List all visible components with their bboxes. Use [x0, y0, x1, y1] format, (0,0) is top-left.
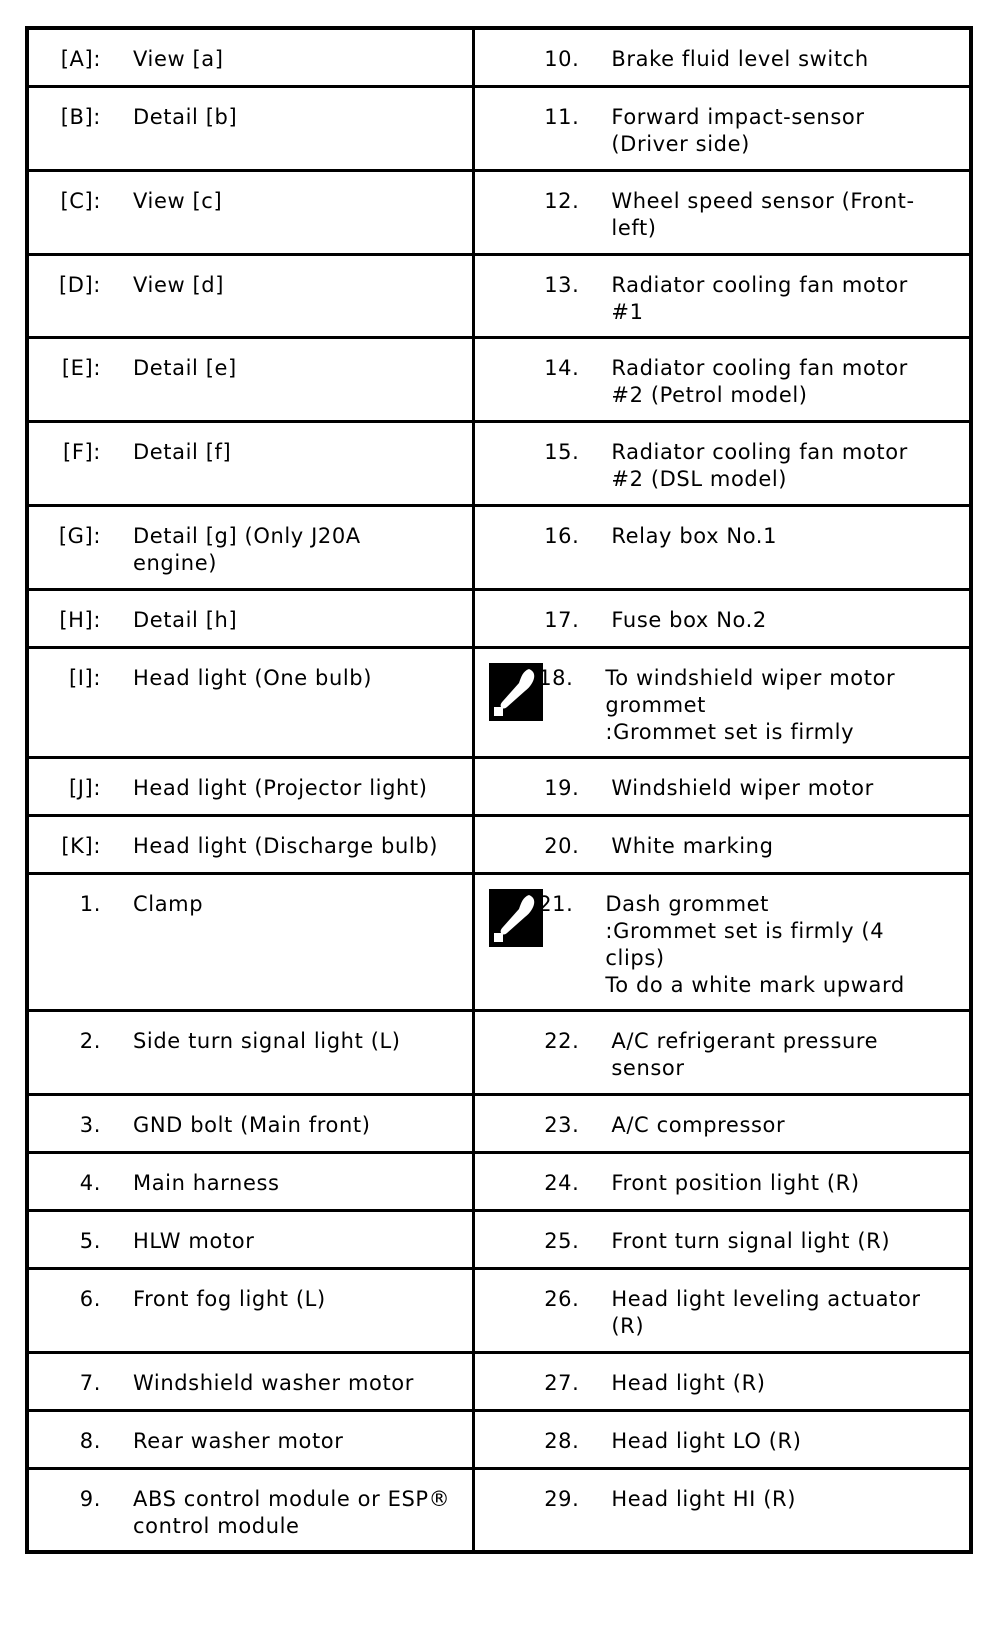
- left-cell: [27, 589, 474, 647]
- left-cell: [27, 1468, 474, 1552]
- left-cell: [27, 1152, 474, 1210]
- right-cell: [474, 757, 971, 815]
- left-description: HLW motor: [133, 1228, 255, 1253]
- left-key: 1.: [79, 891, 101, 916]
- right-cell: [474, 589, 971, 647]
- right-cell: [474, 1210, 971, 1268]
- left-description: Detail [h]: [133, 607, 238, 632]
- right-cell: [474, 647, 971, 757]
- left-key: [A]:: [60, 47, 101, 71]
- legend-table: [25, 26, 973, 1554]
- right-key: 21.: [538, 891, 574, 916]
- left-cell: [27, 1010, 474, 1094]
- legend-row: [27, 757, 971, 815]
- right-description: Radiator cooling fan motor #2 (DSL model): [611, 439, 908, 491]
- left-key: 6.: [79, 1286, 101, 1311]
- legend-row: [27, 86, 971, 170]
- left-key: [C]:: [60, 188, 101, 213]
- right-description: White marking: [611, 833, 774, 858]
- left-description: Side turn signal light (L): [133, 1028, 401, 1053]
- left-description: Windshield washer motor: [133, 1370, 414, 1395]
- legend-row: [27, 1352, 971, 1410]
- left-key: [H]:: [59, 607, 101, 632]
- right-cell: [474, 337, 971, 421]
- left-description: GND bolt (Main front): [133, 1112, 371, 1137]
- right-description: Front position light (R): [611, 1170, 860, 1195]
- right-description: Dash grommet :Grommet set is firmly (4 clips) To do a white mark upward: [605, 891, 905, 997]
- right-key: 19.: [544, 775, 580, 800]
- right-key: 29.: [544, 1486, 580, 1511]
- legend-row: [27, 421, 971, 505]
- legend-row: [27, 1410, 971, 1468]
- left-description: Front fog light (L): [133, 1286, 326, 1311]
- right-key: 22.: [544, 1028, 580, 1053]
- left-cell: [27, 254, 474, 337]
- right-key: 14.: [544, 355, 580, 380]
- left-cell: [27, 86, 474, 170]
- legend-row: [27, 337, 971, 421]
- right-description: Windshield wiper motor: [611, 775, 874, 800]
- legend-row: [27, 254, 971, 337]
- left-key: 8.: [79, 1428, 101, 1453]
- right-key: 26.: [544, 1286, 580, 1311]
- left-description: Detail [b]: [133, 104, 238, 129]
- left-key: [G]:: [58, 523, 101, 548]
- left-description: Detail [e]: [133, 355, 237, 380]
- right-key: 27.: [544, 1370, 580, 1395]
- legend-row: [27, 873, 971, 1010]
- right-description: Radiator cooling fan motor #1: [611, 272, 908, 324]
- right-key: 11.: [544, 104, 580, 129]
- legend-body: [27, 28, 971, 1552]
- right-cell: [474, 815, 971, 873]
- left-key: [B]:: [60, 104, 101, 129]
- right-description: Wheel speed sensor (Front- left): [611, 188, 915, 240]
- right-description: Brake fluid level switch: [611, 47, 869, 71]
- left-description: Detail [f]: [133, 439, 232, 464]
- left-key: [F]:: [63, 439, 101, 464]
- left-cell: [27, 1268, 474, 1352]
- right-description: A/C compressor: [611, 1112, 786, 1137]
- left-description: ABS control module or ESP® control module: [133, 1486, 451, 1538]
- left-key: 9.: [79, 1486, 101, 1511]
- left-key: [J]:: [68, 775, 101, 800]
- left-description: Head light (Discharge bulb): [133, 833, 439, 858]
- left-key: 5.: [79, 1228, 101, 1253]
- right-key: 28.: [544, 1428, 580, 1453]
- left-key: [E]:: [61, 355, 101, 380]
- left-cell: [27, 873, 474, 1010]
- legend-row: [27, 1210, 971, 1268]
- left-key: [D]:: [58, 272, 101, 297]
- right-cell: [474, 254, 971, 337]
- left-cell: [27, 815, 474, 873]
- legend-row: [27, 1468, 971, 1552]
- right-key: 24.: [544, 1170, 580, 1195]
- right-key: 23.: [544, 1112, 580, 1137]
- left-description: Main harness: [133, 1170, 280, 1195]
- right-key: 25.: [544, 1228, 580, 1253]
- legend-row: [27, 815, 971, 873]
- left-cell: [27, 1210, 474, 1268]
- left-description: Clamp: [133, 891, 204, 916]
- left-cell: [27, 1094, 474, 1152]
- right-cell: [474, 1010, 971, 1094]
- legend-row: [27, 1268, 971, 1352]
- left-key: 7.: [79, 1370, 101, 1395]
- left-key: 3.: [79, 1112, 101, 1137]
- left-cell: [27, 647, 474, 757]
- left-cell: [27, 170, 474, 254]
- right-key: 15.: [544, 439, 580, 464]
- right-key: 12.: [544, 188, 580, 213]
- legend-row: [27, 170, 971, 254]
- right-cell: [474, 86, 971, 170]
- right-description: Forward impact-sensor (Driver side): [611, 104, 865, 156]
- right-cell: [474, 1410, 971, 1468]
- right-description: Head light LO (R): [611, 1428, 802, 1453]
- right-description: Head light leveling actuator (R): [611, 1286, 921, 1338]
- right-description: Radiator cooling fan motor #2 (Petrol model): [611, 355, 908, 407]
- right-description: Fuse box No.2: [611, 607, 767, 632]
- right-key: 16.: [544, 523, 580, 548]
- left-key: 4.: [79, 1170, 101, 1195]
- legend-row: [27, 1152, 971, 1210]
- right-cell: [474, 505, 971, 589]
- right-key: 20.: [544, 833, 580, 858]
- right-description: Front turn signal light (R): [611, 1228, 891, 1253]
- legend-row: [27, 1010, 971, 1094]
- left-cell: [27, 505, 474, 589]
- right-cell: [474, 1152, 971, 1210]
- left-description: Head light (One bulb): [133, 665, 373, 690]
- right-key: 17.: [544, 607, 580, 632]
- right-cell: [474, 1094, 971, 1152]
- left-description: Head light (Projector light): [133, 775, 428, 800]
- left-cell: [27, 757, 474, 815]
- legend-row: [27, 1094, 971, 1152]
- right-description: To windshield wiper motor grommet :Grommet set is firmly: [605, 665, 896, 744]
- left-cell: [27, 1410, 474, 1468]
- left-key: 2.: [79, 1028, 101, 1053]
- left-description: Rear washer motor: [133, 1428, 344, 1453]
- right-cell: [474, 1268, 971, 1352]
- right-description: Relay box No.1: [611, 523, 778, 548]
- left-cell: [27, 421, 474, 505]
- legend-row: [27, 589, 971, 647]
- right-description: Head light (R): [611, 1370, 766, 1395]
- right-description: Head light HI (R): [611, 1486, 797, 1511]
- right-cell: [474, 1468, 971, 1552]
- right-cell: [474, 873, 971, 1010]
- right-cell: [474, 170, 971, 254]
- right-cell: [474, 1352, 971, 1410]
- left-key: [I]:: [68, 665, 101, 690]
- legend-row: [27, 647, 971, 757]
- legend-row: [27, 505, 971, 589]
- right-key: 18.: [538, 665, 574, 690]
- left-cell: [27, 337, 474, 421]
- left-description: View [d]: [133, 272, 225, 297]
- left-cell: [27, 1352, 474, 1410]
- right-cell: [474, 28, 971, 86]
- left-cell: [27, 28, 474, 86]
- left-description: View [c]: [133, 188, 223, 213]
- legend-row: [27, 28, 971, 86]
- right-key: 10.: [544, 47, 580, 71]
- left-key: [K]:: [61, 833, 101, 858]
- left-description: Detail [g] (Only J20A engine): [133, 523, 361, 575]
- right-description: A/C refrigerant pressure sensor: [611, 1028, 879, 1080]
- left-description: View [a]: [133, 47, 224, 71]
- right-cell: [474, 421, 971, 505]
- right-key: 13.: [544, 272, 580, 297]
